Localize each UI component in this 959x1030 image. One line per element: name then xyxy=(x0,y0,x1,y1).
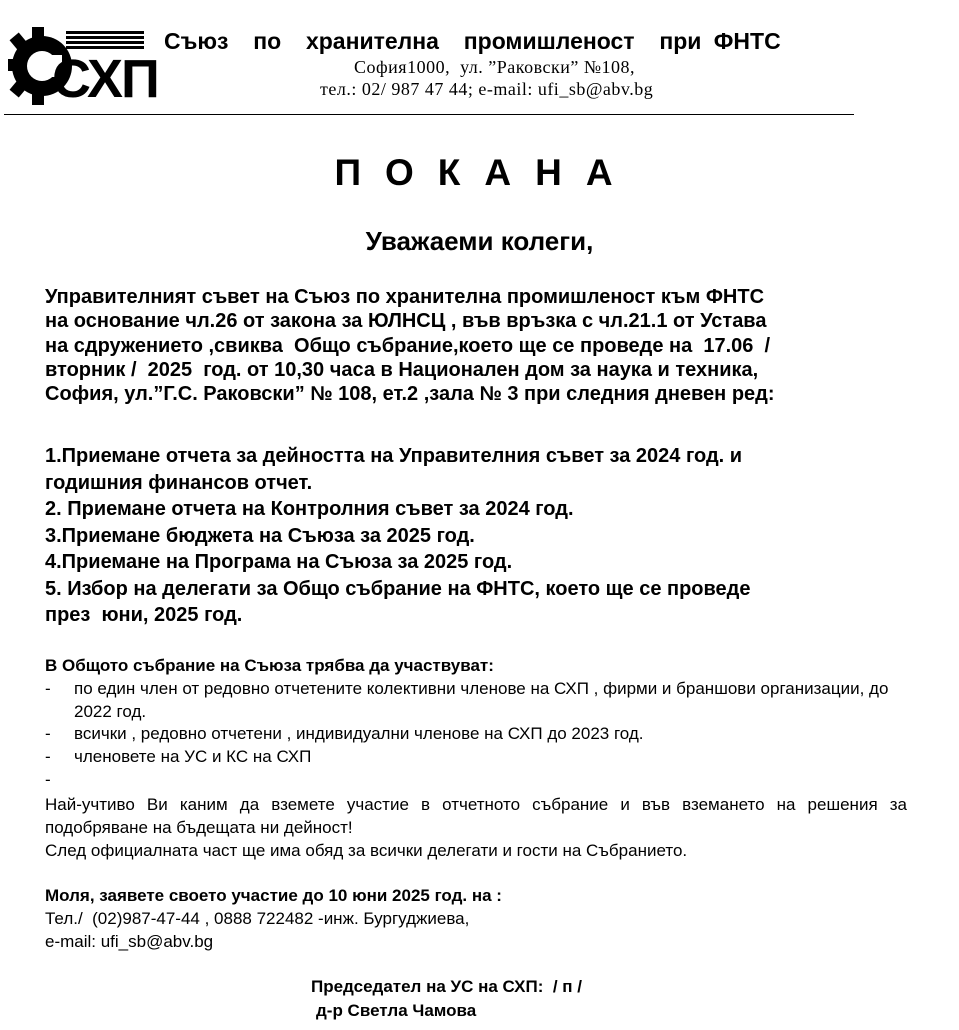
list-item xyxy=(45,678,915,723)
rsvp-email: e-mail: ufi_sb@abv.bg xyxy=(45,932,214,951)
bullet-dash: - xyxy=(45,769,51,789)
list-item xyxy=(45,723,915,746)
participants-list xyxy=(45,678,915,789)
list-item xyxy=(45,746,915,769)
agenda-item: 4.Приемане на Програма на Съюза за 2025 год. xyxy=(45,551,513,573)
agenda-item: 1.Приемане отчета за дейността на Управителния съвет за 2024 год. и xyxy=(45,445,743,467)
list-item-text: всички , редовно отчетени , индивидуални членове на СХП до 2023 год. xyxy=(74,724,644,744)
signature-name: д-р Светла Чамова xyxy=(316,1001,477,1020)
rsvp-phone: Тел./ (02)987-47-44 , 0888 722482 -инж. Бургуджиева, xyxy=(45,909,470,928)
org-contacts: тел.: 02/ 987 47 44; e-mail: ufi_sb@abv.bg xyxy=(320,79,654,99)
intro-line: вторник / 2025 год. от 10,30 часа в Национален дом за наука и техника, xyxy=(45,358,759,381)
lunch-text: След официалната част ще има обяд за всички делегати и гости на Събранието. xyxy=(45,841,688,860)
agenda-item: през юни, 2025 год. xyxy=(45,604,243,626)
intro-paragraph xyxy=(45,285,925,406)
agenda-item: 2. Приемане отчета на Контролния съвет за 2024 год. xyxy=(45,498,574,520)
intro-line: на основание чл.26 от закона за ЮЛНСЦ , във връзка с чл.21.1 от Устава xyxy=(45,310,767,333)
greeting: Уважаеми колеги, xyxy=(365,226,594,256)
bullet-dash: - xyxy=(45,679,51,698)
list-item-text: членовете на УС и КС на СХП xyxy=(74,747,312,767)
org-name: Съюз по хранителна промишленост при ФНТС xyxy=(164,28,781,54)
list-item-text: по един член от редовно отчетените колективни членове на СХП , фирми и браншови организации, до 2022 год. xyxy=(74,679,889,721)
agenda-item: 3.Приемане бюджета на Съюза за 2025 год. xyxy=(45,524,475,547)
rsvp-heading: Моля, заявете своето участие до 10 юни 2025 год. на : xyxy=(45,886,502,905)
header-divider xyxy=(4,114,854,115)
page-title: ПОКАНА xyxy=(334,152,637,193)
bullet-dash: - xyxy=(45,724,51,744)
agenda-list xyxy=(45,443,925,629)
logo xyxy=(8,25,158,110)
agenda-item: 5. Избор на делегати за Общо събрание на ФНТС, което ще се проведе xyxy=(45,577,751,600)
invitation-text: Най-учтиво Ви каним да вземете участие в отчетното събрание и във вземането на решения за подобряване на бъдещата ни дейност! xyxy=(45,795,907,837)
logo-text: СХП xyxy=(52,49,158,109)
org-address: София1000, ул. ”Раковски” №108, xyxy=(354,57,636,77)
intro-line: на сдружението ,свиква Общо събрание,което ще се проведе на 17.06 / xyxy=(45,334,771,357)
agenda-item: годишния финансов отчет. xyxy=(45,471,313,494)
intro-line: София, ул.”Г.С. Раковски” № 108, ет.2 ,зала № 3 при следния дневен ред: xyxy=(45,383,775,406)
intro-line: Управителният съвет на Съюз по хранителна промишленост към ФНТС xyxy=(45,286,765,308)
signature-position: Председател на УС на СХП: / п / xyxy=(311,977,583,996)
bullet-dash: - xyxy=(45,747,51,767)
participants-heading: В Общото събрание на Съюза трябва да участвуват: xyxy=(45,656,494,675)
